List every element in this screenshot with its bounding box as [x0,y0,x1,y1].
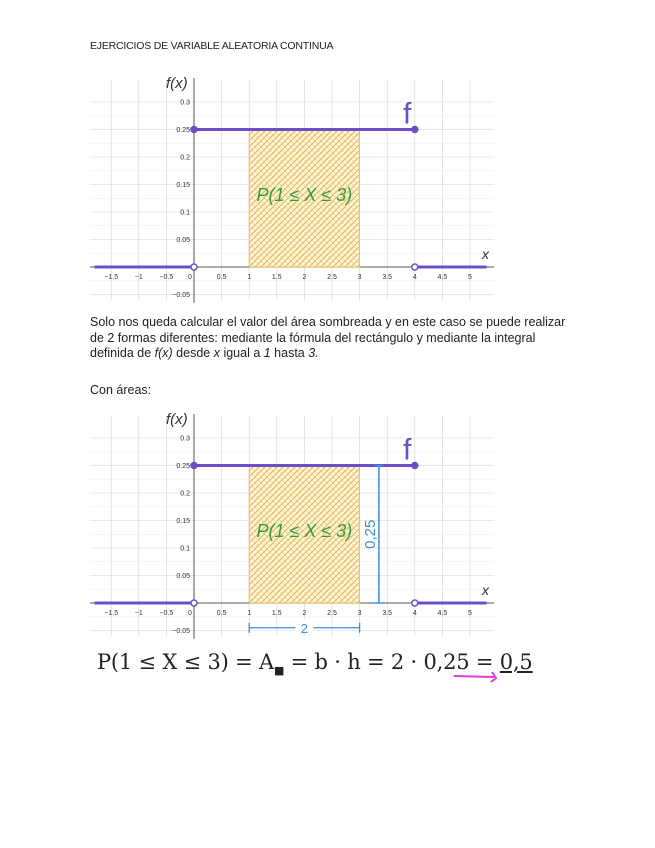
x-tick-label: 3.5 [382,274,393,281]
y-tick-label: 0.15 [176,518,190,525]
y-tick-label: 0.05 [176,237,190,244]
formula-lhs: P(1 ≤ X ≤ 3) = A [97,650,274,674]
x-tick-label: 3 [357,610,362,617]
x-tick-label: 0.5 [216,610,227,617]
graph-top [90,72,494,299]
x-tick-label: −1 [134,274,143,281]
endpoint-2 [191,600,197,606]
x-tick-label: −0.5 [159,274,174,281]
x-tick-label: 2 [302,610,307,617]
x-tick-label: 4 [412,274,417,281]
paragraph-three: 3. [308,346,319,360]
paragraph-one: 1 [263,346,271,360]
y-tick-label: 0.1 [180,209,190,217]
x-tick-label: 5 [468,274,472,281]
y-axis-label: f(x) [166,411,188,428]
y-tick-label: −0.05 [172,628,190,635]
formula-rect-subscript: ■ [274,664,285,678]
formula-rhs: = b · h = 2 · 0,25 = [284,650,500,674]
paragraph-x: x [213,346,220,360]
endpoint-1 [412,127,418,133]
endpoint-0 [191,127,197,133]
height-label: 0,25 [361,519,379,549]
paragraph-text: Solo nos queda calcular el valor del área sombreada y en este caso se puede realizar de 2 formas diferentes: mediante la fórmula del rectángulo y mediante la integral definida de [90,315,566,360]
endpoint-3 [412,264,418,270]
x-tick-label: 5 [468,610,472,617]
y-tick-label: 0.3 [180,99,190,107]
page-header: EJERCICIOS DE VARIABLE ALEATORIA CONTINUA [90,40,334,52]
x-tick-label: 1.5 [271,610,282,617]
x-axis-label: x [482,246,489,262]
function-label: f [403,433,412,467]
area-label: P(1 ≤ X ≤ 3) [256,185,353,205]
x-tick-label: 2 [302,274,307,281]
y-tick-label: 0.15 [176,182,190,189]
x-tick-label: 4 [412,610,417,617]
y-tick-label: 0.2 [180,154,190,162]
paragraph-text: hasta [270,346,309,360]
formula-result: 0,5 [499,650,533,674]
x-tick-label: 2.5 [327,610,337,617]
y-tick-label: 0.25 [176,127,190,134]
y-tick-label: −0.05 [172,292,190,299]
graph-bottom [90,408,494,648]
x-tick-label: 0.5 [216,274,227,281]
endpoint-0 [191,463,197,469]
function-label: f [403,97,412,131]
base-label: 2 [300,620,309,636]
x-tick-label: 1 [247,610,252,617]
y-tick-label: 0.05 [176,573,190,580]
paragraph-text: igual a [219,346,264,360]
x-tick-label: 0 [188,610,192,617]
subheading: Con áreas: [90,383,152,397]
x-axis-label: x [482,582,489,598]
x-tick-label: 1.5 [271,274,282,281]
x-tick-label: 4.5 [437,610,448,617]
x-tick-label: 3 [357,274,362,281]
x-tick-label: −1.5 [104,274,119,281]
endpoint-1 [412,463,418,469]
area-label: P(1 ≤ X ≤ 3) [256,521,353,541]
y-tick-label: 0.2 [180,490,190,498]
x-tick-label: 1 [247,274,252,281]
y-tick-label: 0.25 [176,463,190,470]
x-tick-label: 0 [188,274,192,281]
x-tick-label: −0.5 [159,610,174,617]
x-tick-label: 2.5 [327,274,337,281]
y-tick-label: 0.3 [180,435,190,443]
y-axis-label: f(x) [166,75,188,92]
x-tick-label: −1.5 [104,610,119,617]
pink-underline-mark [452,670,502,684]
y-tick-label: 0.1 [180,545,190,553]
x-tick-label: −1 [134,610,143,617]
paragraph-fx: f(x) [154,346,173,360]
paragraph [90,315,570,362]
x-tick-label: 4.5 [437,274,448,281]
paragraph-text: desde [172,346,214,360]
endpoint-2 [191,264,197,270]
endpoint-3 [412,600,418,606]
x-tick-label: 3.5 [382,610,393,617]
